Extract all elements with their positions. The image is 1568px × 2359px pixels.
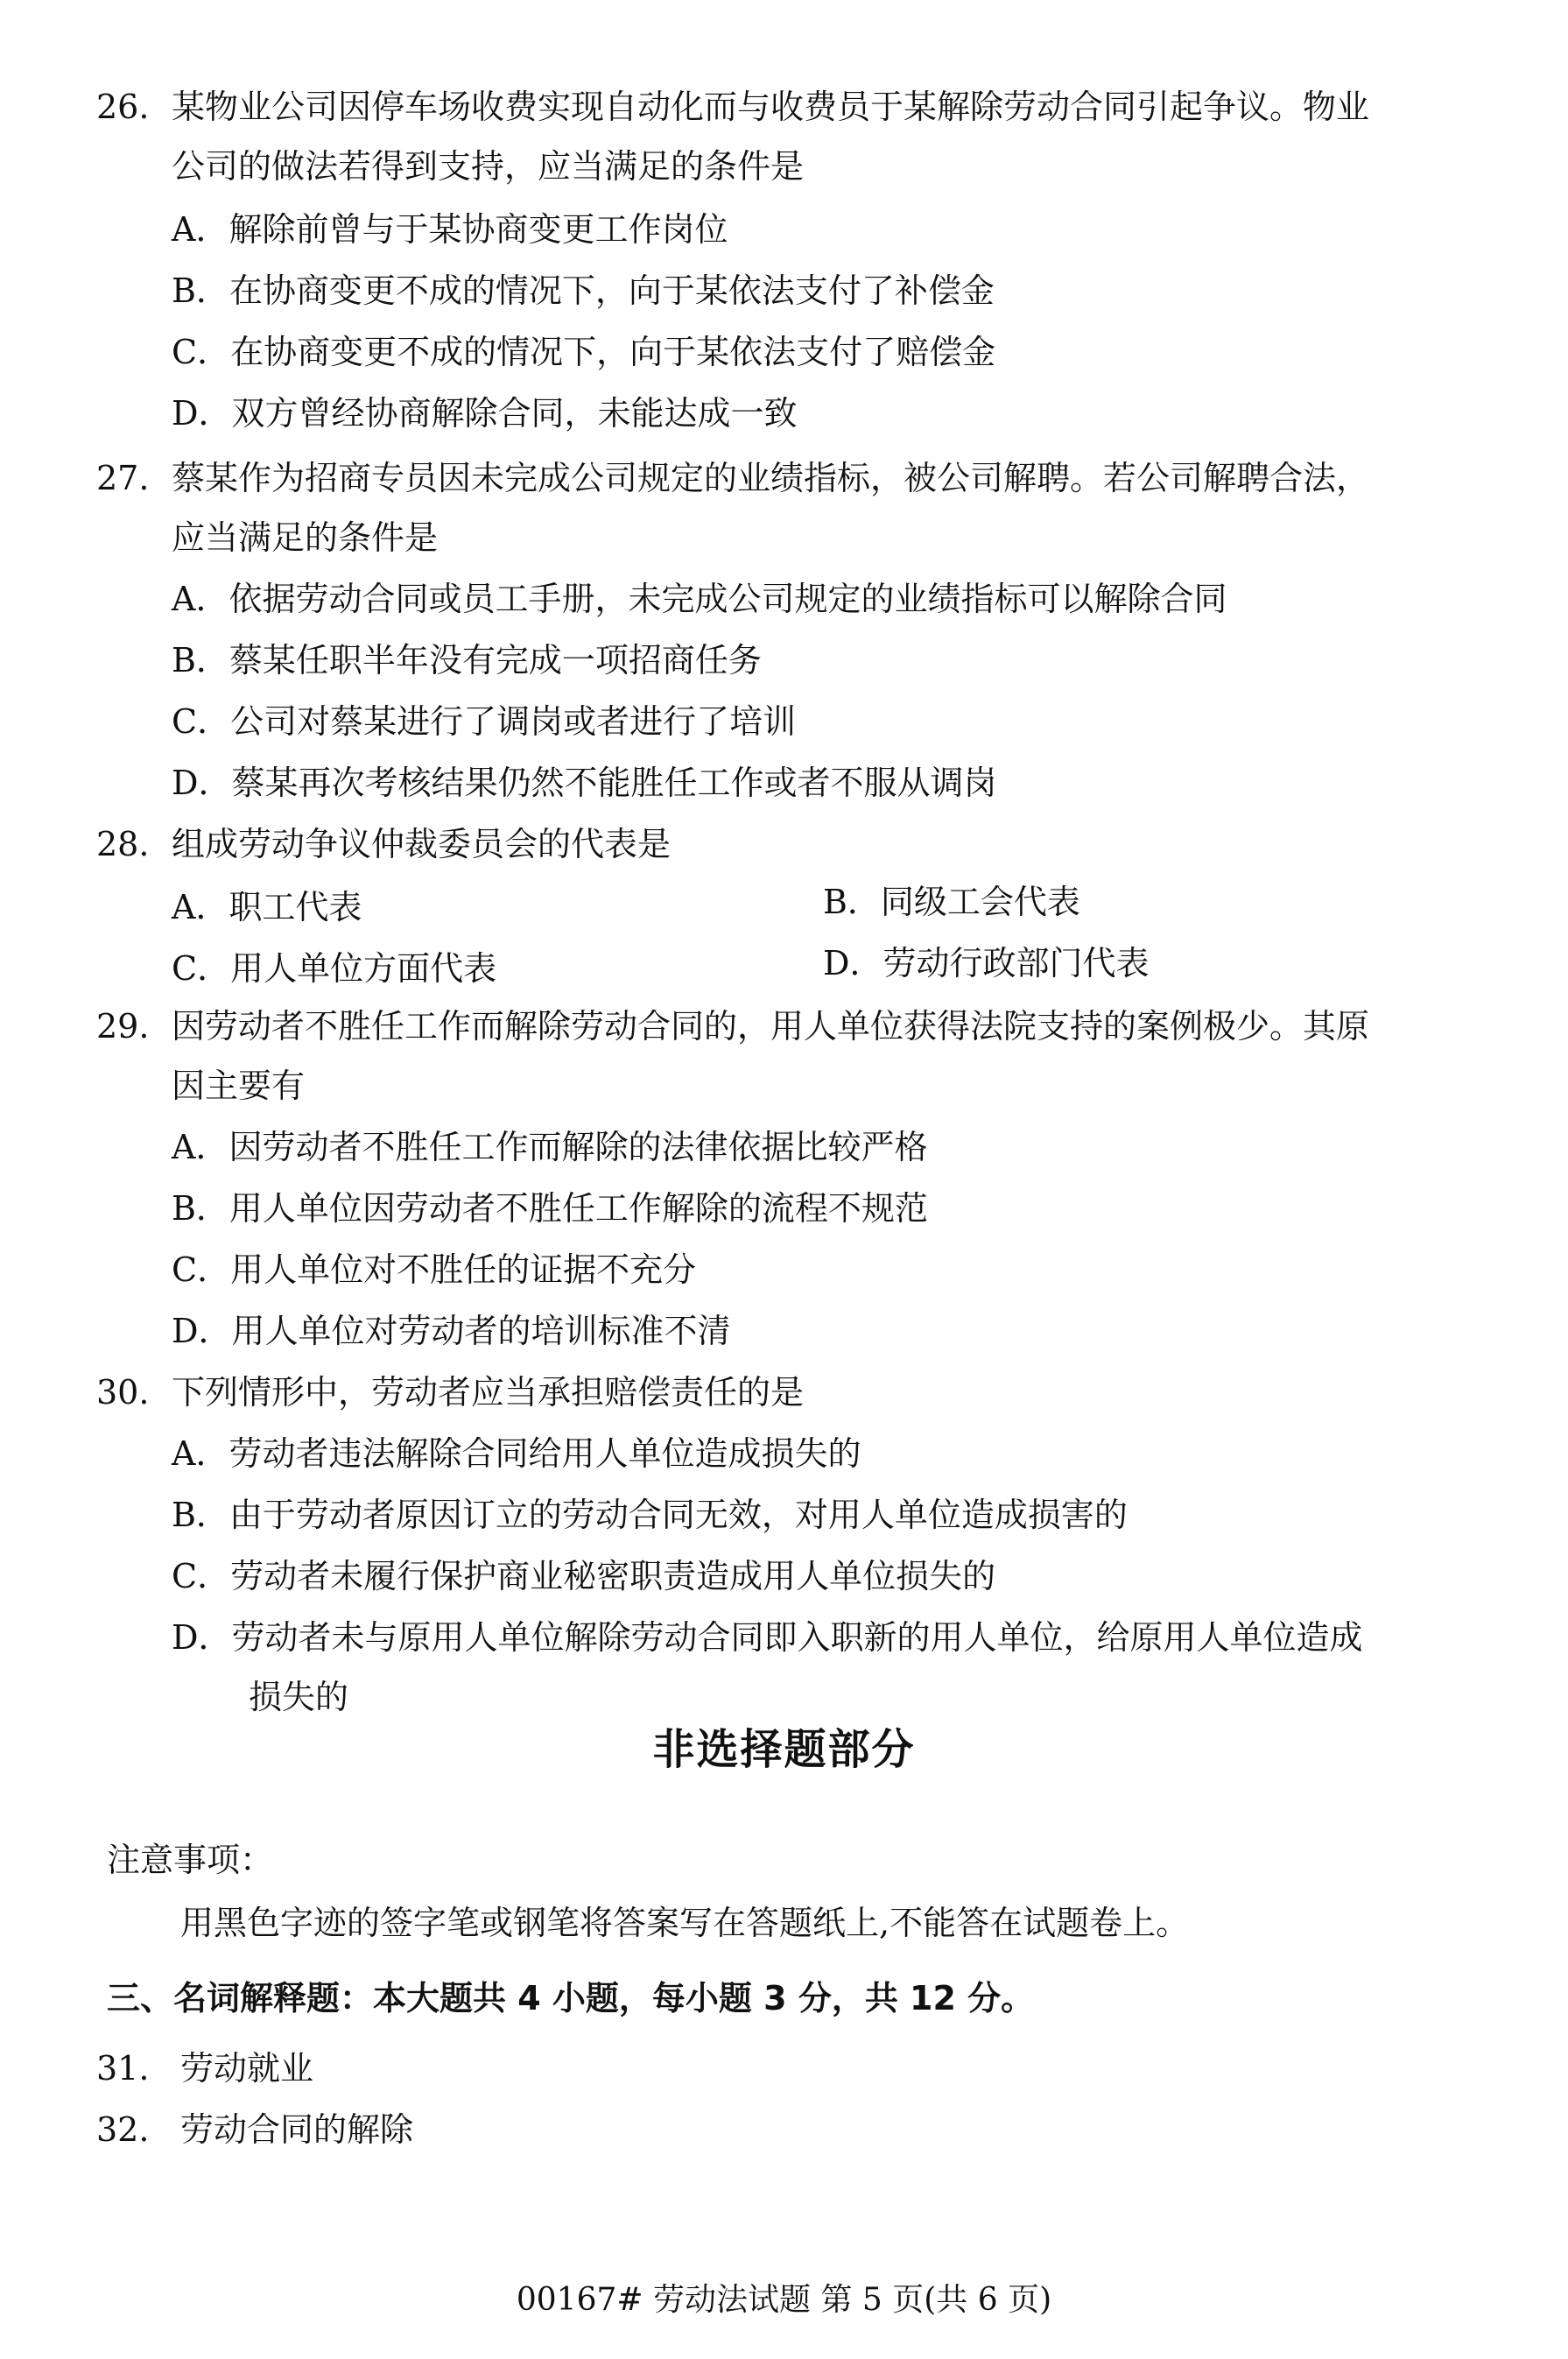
option-a: A．解除前曾与于某协商变更工作岗位 (172, 210, 728, 249)
part-heading-label: 三、名词解释题： (107, 1979, 374, 2017)
question-number: 29. (96, 1007, 150, 1046)
question-number: 27. (96, 459, 150, 497)
option-d: D．蔡某再次考核结果仍然不能胜任工作或者不服从调岗 (172, 764, 997, 802)
term-item: 劳动就业 (180, 2049, 314, 2088)
part-heading (107, 1977, 1034, 2019)
option-b: B．同级工会代表 (823, 883, 1080, 921)
option-a: A．因劳动者不胜任工作而解除的法律依据比较严格 (172, 1128, 928, 1166)
question-number: 26. (96, 88, 150, 126)
question-stem-line: 蔡某作为招商专员因未完成公司规定的业绩指标，被公司解聘。若公司解聘合法， (172, 459, 1370, 497)
question-stem-line: 公司的做法若得到支持，应当满足的条件是 (172, 147, 805, 186)
option-b: B．用人单位因劳动者不胜任工作解除的流程不规范 (172, 1189, 928, 1228)
question-stem-line: 因主要有 (172, 1067, 306, 1105)
option-c: C．劳动者未履行保护商业秘密职责造成用人单位损失的 (172, 1557, 996, 1595)
option-c: C．用人单位方面代表 (172, 949, 497, 988)
option-d-continuation: 损失的 (249, 1678, 349, 1716)
section-title: 非选择题部分 (652, 1725, 916, 1774)
option-d: D．劳动者未与原用人单位解除劳动合同即入职新的用人单位，给原用人单位造成 (172, 1618, 1363, 1657)
question-number: 31. (96, 2049, 150, 2088)
part-heading-desc: 本大题共 4 小题，每小题 3 分，共 12 分。 (373, 1979, 1035, 2017)
question-stem-line: 应当满足的条件是 (172, 518, 439, 557)
term-item: 劳动合同的解除 (180, 2110, 414, 2149)
question-stem-line: 组成劳动争议仲裁委员会的代表是 (172, 825, 671, 863)
option-a: A．劳动者违法解除合同给用人单位造成损失的 (172, 1434, 861, 1473)
question-stem-line: 因劳动者不胜任工作而解除劳动合同的，用人单位获得法院支持的案例极少。其原 (172, 1007, 1370, 1046)
question-number: 32. (96, 2110, 150, 2149)
question-number: 30. (96, 1373, 150, 1412)
question-number: 28. (96, 825, 150, 863)
question-stem-line: 某物业公司因停车场收费实现自动化而与收费员于某解除劳动合同引起争议。物业 (172, 88, 1370, 126)
question-stem-line: 下列情形中，劳动者应当承担赔偿责任的是 (172, 1373, 805, 1412)
notice-title: 注意事项： (107, 1841, 274, 1879)
option-d: D．用人单位对劳动者的培训标准不清 (172, 1312, 731, 1350)
page-footer: 00167# 劳动法试题 第 5 页(共 6 页) (516, 2282, 1052, 2318)
option-d: D．劳动行政部门代表 (823, 944, 1150, 982)
option-a: A．职工代表 (172, 888, 362, 926)
option-d: D．双方曾经协商解除合同，未能达成一致 (172, 394, 798, 433)
option-c: C．在协商变更不成的情况下，向于某依法支付了赔偿金 (172, 333, 996, 371)
notice-body: 用黑色字迹的签字笔或钢笔将答案写在答题纸上,不能答在试题卷上。 (180, 1904, 1190, 1942)
option-b: B．蔡某任职半年没有完成一项招商任务 (172, 641, 762, 680)
option-a: A．依据劳动合同或员工手册，未完成公司规定的业绩指标可以解除合同 (172, 580, 1227, 618)
option-c: C．公司对蔡某进行了调岗或者进行了培训 (172, 702, 797, 741)
option-b: B．在协商变更不成的情况下，向于某依法支付了补偿金 (172, 271, 995, 310)
option-c: C．用人单位对不胜任的证据不充分 (172, 1250, 697, 1289)
option-b: B．由于劳动者原因订立的劳动合同无效，对用人单位造成损害的 (172, 1496, 1128, 1534)
